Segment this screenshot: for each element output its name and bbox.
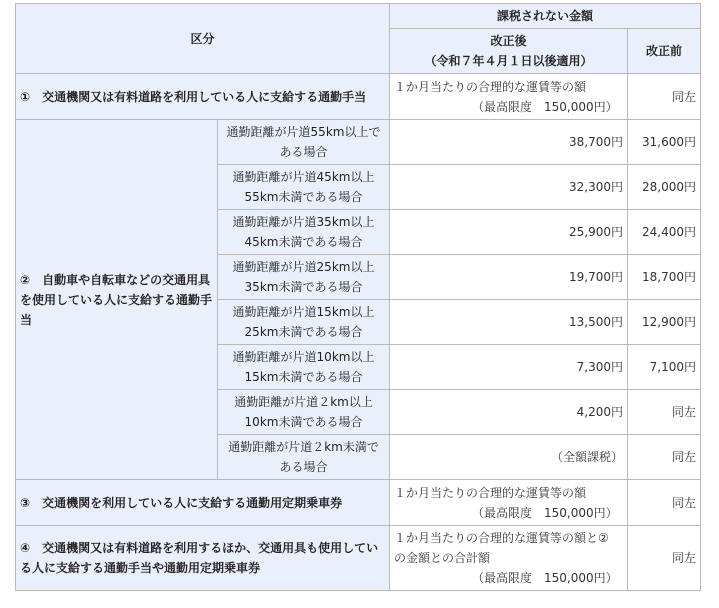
tier-line2: ある場合 bbox=[279, 145, 328, 159]
tier-line1: 通勤距離が片道２km未満で bbox=[228, 440, 379, 454]
tier-after: 19,700円 bbox=[390, 255, 628, 300]
row4-after bbox=[390, 526, 628, 591]
row4-after-line3: （最高限度 150,000円） bbox=[472, 571, 618, 585]
tier-before: 24,400円 bbox=[628, 210, 701, 255]
tier-label bbox=[218, 390, 390, 435]
row2-label: ② 自動車や自転車などの交通用具を使用している人に支給する通勤手当 bbox=[16, 120, 218, 480]
tier-before: 7,100円 bbox=[628, 345, 701, 390]
tier-label bbox=[218, 120, 390, 165]
tier-label bbox=[218, 165, 390, 210]
tier-before: 12,900円 bbox=[628, 300, 701, 345]
tier-label bbox=[218, 255, 390, 300]
tier-line2: 35km未満である場合 bbox=[244, 280, 363, 294]
tier-label bbox=[218, 345, 390, 390]
tier-line2: 55km未満である場合 bbox=[244, 190, 363, 204]
tier-line1: 通勤距離が片道25km以上 bbox=[232, 260, 375, 274]
header-hikazei: 課税されない金額 bbox=[390, 4, 701, 29]
tier-before: 同左 bbox=[628, 435, 701, 480]
row1-after-line2: （最高限度 150,000円） bbox=[472, 99, 618, 114]
tier-line1: 通勤距離が片道55km以上で bbox=[226, 125, 381, 139]
tier-before: 18,700円 bbox=[628, 255, 701, 300]
tier-label bbox=[218, 435, 390, 480]
tier-after: 7,300円 bbox=[390, 345, 628, 390]
row4-before: 同左 bbox=[628, 526, 701, 591]
tier-label bbox=[218, 300, 390, 345]
tier-after: （全額課税） bbox=[390, 435, 628, 480]
row1-before: 同左 bbox=[628, 74, 701, 120]
row3-after bbox=[390, 480, 628, 526]
row3-label: ③ 交通機関を利用している人に支給する通勤用定期乗車券 bbox=[16, 480, 390, 526]
header-kubun: 区分 bbox=[16, 4, 390, 74]
tier-after: 38,700円 bbox=[390, 120, 628, 165]
header-after-label: 改正後 bbox=[490, 34, 527, 48]
tier-before: 31,600円 bbox=[628, 120, 701, 165]
row3-before: 同左 bbox=[628, 480, 701, 526]
tier-line1: 通勤距離が片道35km以上 bbox=[232, 215, 375, 229]
tier-line2: 25km未満である場合 bbox=[244, 325, 363, 339]
tier-label bbox=[218, 210, 390, 255]
tier-line2: ある場合 bbox=[279, 460, 328, 474]
row4-after-line1: １か月当たりの合理的な運賃等の額と② bbox=[394, 531, 609, 545]
row3-after-line2: （最高限度 150,000円） bbox=[472, 505, 618, 520]
tier-after: 13,500円 bbox=[390, 300, 628, 345]
row1-after bbox=[390, 74, 628, 120]
row3-after-line1: １か月当たりの合理的な運賃等の額 bbox=[394, 485, 587, 500]
tier-line1: 通勤距離が片道10km以上 bbox=[232, 350, 375, 364]
row4-after-line2: の金額との合計額 bbox=[394, 551, 491, 565]
tier-line1: 通勤距離が片道２km以上 bbox=[234, 395, 373, 409]
tier-after: 25,900円 bbox=[390, 210, 628, 255]
tier-line2: 15km未満である場合 bbox=[244, 370, 363, 384]
tier-before: 同左 bbox=[628, 390, 701, 435]
tier-line1: 通勤距離が片道45km以上 bbox=[232, 170, 375, 184]
tier-after: 32,300円 bbox=[390, 165, 628, 210]
header-after-note: （令和７年４月１日以後適用） bbox=[424, 54, 593, 68]
tier-line1: 通勤距離が片道15km以上 bbox=[232, 305, 375, 319]
row1-after-line1: １か月当たりの合理的な運賃等の額 bbox=[394, 79, 587, 94]
tier-before: 28,000円 bbox=[628, 165, 701, 210]
tier-after: 4,200円 bbox=[390, 390, 628, 435]
header-after bbox=[390, 29, 628, 74]
tier-line2: 10km未満である場合 bbox=[244, 415, 363, 429]
row1-label: ① 交通機関又は有料道路を利用している人に支給する通勤手当 bbox=[16, 74, 390, 120]
commuting-allowance-table bbox=[15, 3, 701, 591]
row4-label: ④ 交通機関又は有料道路を利用するほか、交通用具も使用している人に支給する通勤手当や通勤用定期乗車券 bbox=[16, 526, 390, 591]
tier-line2: 45km未満である場合 bbox=[244, 235, 363, 249]
header-before: 改正前 bbox=[628, 29, 701, 74]
